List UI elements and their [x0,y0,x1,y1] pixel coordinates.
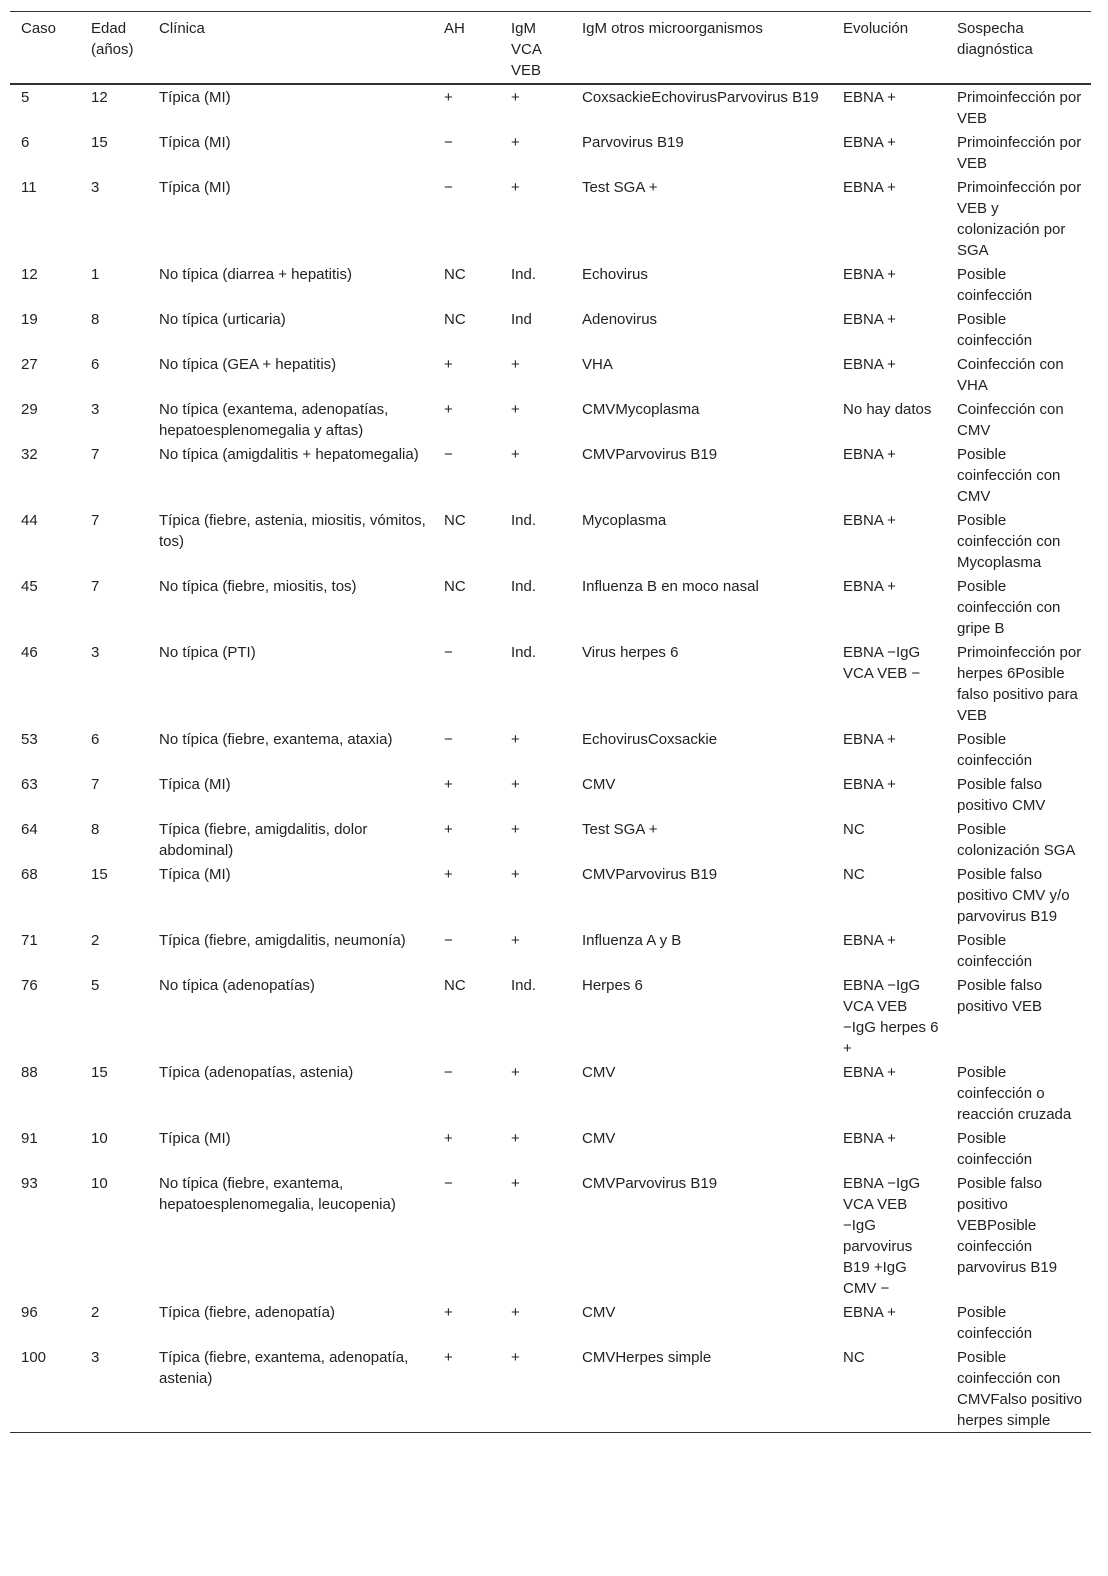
cell-ah: NC [444,311,466,328]
cell-evolucion: EBNA + [843,932,896,949]
cell-edad: 8 [91,311,100,328]
cell-ah: + [444,821,453,838]
cell-igm-otros: Echovirus [582,266,648,283]
cell-ah: + [444,1304,453,1321]
cell-clinica: No típica (urticaria) [159,311,286,328]
cell-igm-otros: Influenza A y B [582,932,682,949]
table-body [10,84,1091,1433]
table-row [10,973,1091,1060]
cell-evolucion: EBNA −IgG VCA VEB −IgG herpes 6 + [843,977,939,1057]
header-sospecha: Sospecha diagnóstica [957,20,1033,58]
table-row [10,130,1091,175]
cell-caso: 88 [21,1064,38,1081]
cell-igm-vca-veb: + [511,1064,520,1081]
table-row [10,1300,1091,1345]
cell-evolucion: EBNA + [843,512,896,529]
cell-clinica: Típica (MI) [159,134,231,151]
cell-edad: 3 [91,644,100,661]
cell-ah: + [444,401,453,418]
header-igm-otros: IgM otros microorganismos [582,20,763,37]
cell-ah: − [444,1175,453,1192]
cell-caso: 12 [21,266,38,283]
cell-igm-vca-veb: + [511,356,520,373]
cell-igm-vca-veb: Ind. [511,644,537,661]
cell-clinica: No típica (fiebre, exantema, hepatoesplenomegalia, leucopenia) [159,1175,396,1213]
cell-igm-otros: CMVParvovirus B19 [582,1175,718,1192]
cell-igm-otros: CMVParvovirus B19 [582,866,718,883]
cell-clinica: No típica (diarrea + hepatitis) [159,266,353,283]
cell-igm-otros: Test SGA + [582,821,658,838]
header-clinica: Clínica [159,20,205,37]
cell-edad: 6 [91,731,100,748]
cell-clinica: No típica (fiebre, miositis, tos) [159,578,357,595]
cell-evolucion: EBNA + [843,446,896,463]
cell-caso: 27 [21,356,38,373]
cell-evolucion: NC [843,1349,865,1366]
cell-sospecha: Coinfección con CMV [957,401,1064,439]
table-row [10,307,1091,352]
cell-edad: 3 [91,401,100,418]
cell-evolucion: EBNA + [843,266,896,283]
cell-evolucion: EBNA + [843,134,896,151]
cell-igm-otros: VHA [582,356,613,373]
cell-igm-vca-veb: Ind. [511,578,537,595]
cell-clinica: Típica (fiebre, adenopatía) [159,1304,335,1321]
cell-sospecha: Posible coinfección [957,1304,1033,1342]
cell-clinica: No típica (PTI) [159,644,256,661]
cell-igm-otros: Influenza B en moco nasal [582,578,759,595]
cell-ah: − [444,1064,453,1081]
cell-clinica: Típica (fiebre, exantema, adenopatía, astenia) [159,1349,409,1387]
table-row [10,1345,1091,1433]
cell-igm-vca-veb: + [511,821,520,838]
cell-clinica: Típica (MI) [159,179,231,196]
cell-ah: − [444,446,453,463]
cell-sospecha: Posible colonización SGA [957,821,1076,859]
cell-evolucion: EBNA + [843,311,896,328]
cell-igm-vca-veb: + [511,89,520,106]
cell-igm-otros: Mycoplasma [582,512,667,529]
cell-sospecha: Posible falso positivo VEBPosible coinfección parvovirus B19 [957,1175,1058,1276]
cell-igm-vca-veb: + [511,1304,520,1321]
cell-igm-otros: EchovirusCoxsackie [582,731,718,748]
cell-igm-vca-veb: Ind. [511,512,537,529]
header-caso: Caso [21,20,57,37]
cell-clinica: Típica (MI) [159,776,231,793]
cell-edad: 7 [91,776,100,793]
table-row [10,817,1091,862]
cell-clinica: Típica (fiebre, amigdalitis, neumonía) [159,932,406,949]
cell-ah: − [444,932,453,949]
cell-caso: 6 [21,134,30,151]
cell-edad: 12 [91,89,108,106]
cell-evolucion: EBNA + [843,179,896,196]
cell-caso: 32 [21,446,38,463]
cell-caso: 76 [21,977,38,994]
cell-clinica: No típica (GEA + hepatitis) [159,356,337,373]
cell-sospecha: Posible coinfección con Mycoplasma [957,512,1061,571]
cell-edad: 5 [91,977,100,994]
cell-igm-vca-veb: + [511,866,520,883]
cell-ah: + [444,89,453,106]
cell-igm-vca-veb: + [511,1130,520,1147]
cell-igm-otros: CMV [582,1304,616,1321]
cell-sospecha: Primoinfección por VEB y colonización por SGA [957,179,1082,259]
cell-evolucion: NC [843,821,865,838]
cell-edad: 8 [91,821,100,838]
table-row [10,928,1091,973]
cell-caso: 53 [21,731,38,748]
table-row [10,84,1091,130]
header-edad: Edad (años) [91,20,134,58]
cell-edad: 15 [91,1064,108,1081]
cell-igm-vca-veb: Ind [511,311,532,328]
cell-edad: 15 [91,866,108,883]
cell-evolucion: EBNA −IgG VCA VEB − [843,644,921,682]
cell-evolucion: EBNA + [843,731,896,748]
cell-sospecha: Posible coinfección [957,1130,1033,1168]
cell-ah: + [444,866,453,883]
cell-evolucion: EBNA −IgG VCA VEB −IgG parvovirus B19 +IgG CMV − [843,1175,921,1297]
cell-evolucion: EBNA + [843,776,896,793]
cell-igm-otros: Herpes 6 [582,977,643,994]
cell-clinica: Típica (fiebre, astenia, miositis, vómitos, tos) [159,512,426,550]
cell-igm-otros: CMVHerpes simple [582,1349,712,1366]
table-row [10,508,1091,574]
cell-caso: 93 [21,1175,38,1192]
cell-edad: 7 [91,512,100,529]
cell-igm-vca-veb: + [511,776,520,793]
cell-igm-vca-veb: + [511,1349,520,1366]
cell-edad: 6 [91,356,100,373]
cell-igm-otros: CoxsackieEchovirusParvovirus B19 [582,89,819,106]
cell-sospecha: Posible coinfección o reacción cruzada [957,1064,1072,1123]
header-row [10,12,1091,85]
cell-edad: 1 [91,266,100,283]
cell-sospecha: Primoinfección por VEB [957,134,1082,172]
table-row [10,862,1091,928]
cell-edad: 15 [91,134,108,151]
cell-evolucion: EBNA + [843,578,896,595]
cell-caso: 68 [21,866,38,883]
cell-igm-otros: Adenovirus [582,311,658,328]
cell-igm-otros: Virus herpes 6 [582,644,679,661]
table-row [10,727,1091,772]
cell-ah: NC [444,266,466,283]
cell-igm-vca-veb: + [511,1175,520,1192]
cell-igm-otros: Test SGA + [582,179,658,196]
cell-caso: 46 [21,644,38,661]
cell-igm-otros: Parvovirus B19 [582,134,684,151]
header-ah: AH [444,20,465,37]
cell-sospecha: Posible coinfección con CMVFalso positivo herpes simple [957,1349,1083,1429]
cell-evolucion: EBNA + [843,1064,896,1081]
table-container [10,11,1091,1433]
cell-ah: NC [444,512,466,529]
cell-caso: 5 [21,89,30,106]
cell-clinica: No típica (fiebre, exantema, ataxia) [159,731,393,748]
table-row [10,352,1091,397]
table-row [10,1126,1091,1171]
cell-sospecha: Posible coinfección [957,731,1033,769]
cell-sospecha: Posible coinfección [957,311,1033,349]
cell-clinica: Típica (MI) [159,866,231,883]
cell-ah: − [444,731,453,748]
cell-evolucion: EBNA + [843,1304,896,1321]
table-row [10,442,1091,508]
cell-igm-vca-veb: Ind. [511,266,537,283]
cell-igm-vca-veb: + [511,134,520,151]
cell-edad: 7 [91,446,100,463]
cell-edad: 2 [91,932,100,949]
cell-sospecha: Posible coinfección [957,932,1033,970]
cell-clinica: Típica (fiebre, amigdalitis, dolor abdominal) [159,821,368,859]
cell-caso: 63 [21,776,38,793]
table-header [10,12,1091,85]
cell-caso: 29 [21,401,38,418]
cell-sospecha: Posible falso positivo CMV y/o parvovirus B19 [957,866,1070,925]
cell-edad: 3 [91,1349,100,1366]
cell-sospecha: Posible coinfección con CMV [957,446,1061,505]
cell-sospecha: Posible coinfección [957,266,1033,304]
cell-igm-vca-veb: + [511,179,520,196]
table-row [10,397,1091,442]
table-row [10,1060,1091,1126]
cell-caso: 11 [21,179,37,196]
table-row [10,262,1091,307]
case-table [10,11,1091,1433]
cell-ah: − [444,134,453,151]
cell-igm-otros: CMVMycoplasma [582,401,700,418]
cell-ah: + [444,1130,453,1147]
cell-igm-vca-veb: + [511,932,520,949]
table-row [10,1171,1091,1300]
cell-edad: 7 [91,578,100,595]
header-evolucion: Evolución [843,20,909,37]
cell-sospecha: Coinfección con VHA [957,356,1064,394]
cell-igm-vca-veb: + [511,446,520,463]
cell-clinica: Típica (MI) [159,89,231,106]
cell-caso: 64 [21,821,38,838]
cell-ah: NC [444,977,466,994]
cell-igm-otros: CMV [582,776,616,793]
cell-igm-otros: CMVParvovirus B19 [582,446,718,463]
cell-igm-vca-veb: + [511,401,520,418]
cell-caso: 91 [21,1130,38,1147]
cell-edad: 10 [91,1130,108,1147]
cell-caso: 45 [21,578,38,595]
cell-ah: NC [444,578,466,595]
header-igm-vca-veb: IgM VCA VEB [511,20,542,79]
cell-igm-vca-veb: + [511,731,520,748]
cell-sospecha: Primoinfección por herpes 6Posible falso positivo para VEB [957,644,1082,724]
table-row [10,772,1091,817]
cell-evolucion: EBNA + [843,89,896,106]
cell-sospecha: Primoinfección por VEB [957,89,1082,127]
cell-clinica: Típica (MI) [159,1130,231,1147]
cell-caso: 19 [21,311,38,328]
cell-clinica: No típica (exantema, adenopatías, hepatoesplenomegalia y aftas) [159,401,389,439]
cell-ah: − [444,644,453,661]
table-row [10,574,1091,640]
cell-sospecha: Posible coinfección con gripe B [957,578,1061,637]
cell-clinica: No típica (amigdalitis + hepatomegalia) [159,446,419,463]
cell-edad: 10 [91,1175,108,1192]
cell-evolucion: EBNA + [843,356,896,373]
cell-igm-otros: CMV [582,1064,616,1081]
cell-caso: 100 [21,1349,47,1366]
cell-edad: 3 [91,179,100,196]
table-row [10,175,1091,262]
cell-edad: 2 [91,1304,100,1321]
cell-clinica: No típica (adenopatías) [159,977,315,994]
cell-caso: 96 [21,1304,38,1321]
cell-caso: 44 [21,512,38,529]
cell-ah: − [444,179,453,196]
cell-ah: + [444,776,453,793]
cell-caso: 71 [21,932,38,949]
cell-sospecha: Posible falso positivo VEB [957,977,1043,1015]
cell-ah: + [444,356,453,373]
table-row [10,640,1091,727]
cell-igm-vca-veb: Ind. [511,977,537,994]
cell-ah: + [444,1349,453,1366]
cell-sospecha: Posible falso positivo CMV [957,776,1046,814]
cell-igm-otros: CMV [582,1130,616,1147]
cell-evolucion: EBNA + [843,1130,896,1147]
cell-evolucion: No hay datos [843,401,932,418]
cell-evolucion: NC [843,866,865,883]
cell-clinica: Típica (adenopatías, astenia) [159,1064,354,1081]
